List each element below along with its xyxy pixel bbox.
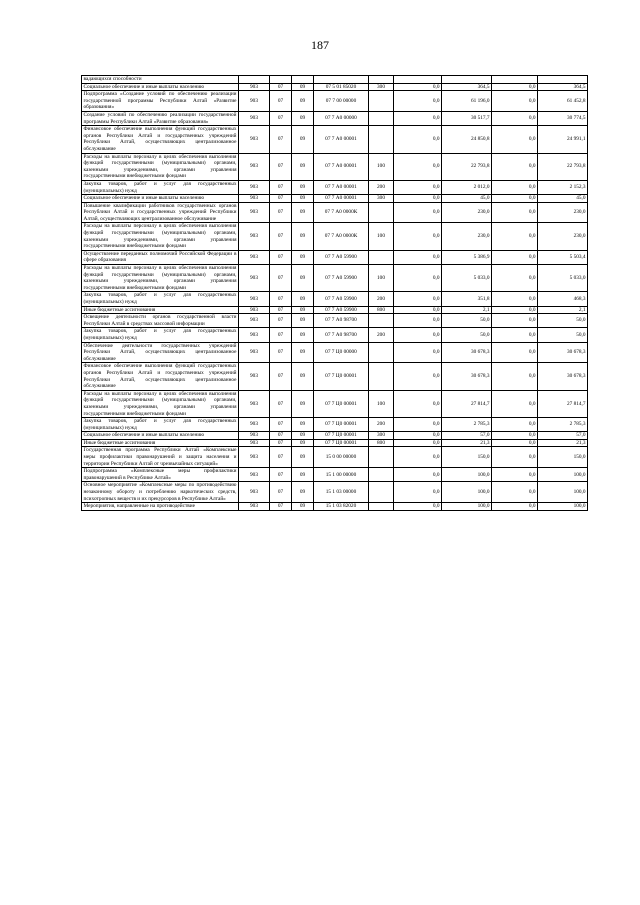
section-code: 07 [270,418,292,432]
target-item-code: 07 7 Ц0 00000 [314,342,369,363]
subsection-code [292,76,314,84]
amount-col-3: 0,0 [492,111,538,125]
admin-code: 903 [239,482,270,503]
page-number: 187 [311,38,329,52]
row-name: Подпрограмма «Комплексные меры профилактики правонарушений в Республике Алтай» [83,468,237,481]
subsection-code: 09 [292,111,314,125]
expense-type-code: 200 [369,328,394,342]
amount-col-2: 2,1 [442,306,492,314]
amount-col-3: 0,0 [492,314,538,328]
section-code: 07 [270,126,292,153]
section-code: 07 [270,363,292,390]
amount-col-4: 100,0 [538,482,588,503]
target-item-code: 07 7 А0 0000К [314,202,369,223]
amount-col-2: 21,3 [442,439,492,447]
section-code: 07 [270,83,292,91]
row-name: Создание условий по обеспечению реализации государственной программы Республики Алтай «Развитие образования» [83,111,237,125]
amount-col-3: 0,0 [492,292,538,306]
subsection-code: 09 [292,503,314,511]
amount-col-2: 2 785,3 [442,418,492,432]
admin-code: 903 [239,126,270,153]
section-code: 07 [270,180,292,194]
row-name: Расходы на выплаты персоналу в целях обеспечения выполнения функций государственными (муниципальными) органами, казенными учреждениями, органами управления государственными внебюджетными фондами [83,153,237,180]
section-code: 07 [270,439,292,447]
amount-col-2: 30 517,7 [442,111,492,125]
amount-col-3: 0,0 [492,447,538,468]
amount-col-2: 61 196,0 [442,91,492,112]
row-name: Иные бюджетные ассигнования [82,306,239,314]
amount-col-4: 230,0 [538,202,588,223]
row-name: Социальное обеспечение и иные выплаты населению [82,195,239,203]
expense-type-code [369,342,394,363]
section-code: 07 [270,503,292,511]
amount-col-1: 0,0 [394,83,442,91]
admin-code: 903 [239,439,270,447]
amount-col-3: 0,0 [492,468,538,482]
amount-col-3: 0,0 [492,482,538,503]
subsection-code: 09 [292,292,314,306]
section-code: 07 [270,153,292,180]
section-code: 07 [270,342,292,363]
table-row [82,195,588,203]
expense-type-code: 300 [369,432,394,440]
amount-col-3: 0,0 [492,195,538,203]
row-name: Финансовое обеспечение выполнения функций государственных органов Республики Алтай и государственных учреждений Республики Алтай, осуществляющих централизованное обслуживание [83,126,237,152]
row-name: Основное мероприятие «Комплексные меры по противодействию незаконному обороту и потреблению наркотических средств, психотропных веществ и их прекурсоров в Республике Алтай» [83,482,237,502]
admin-code [239,76,270,84]
amount-col-1: 0,0 [394,418,442,432]
expense-type-code: 100 [369,265,394,292]
admin-code: 903 [239,250,270,264]
row-name: Закупка товаров, работ и услуг для государственных (муниципальных) нужд [83,328,237,341]
admin-code: 903 [239,342,270,363]
amount-col-4: 230,0 [538,223,588,250]
expense-type-code: 800 [369,306,394,314]
table-row [82,223,588,250]
amount-col-3: 0,0 [492,153,538,180]
amount-col-3 [492,76,538,84]
target-item-code: 07 7 Ц0 00001 [314,363,369,390]
amount-col-3: 0,0 [492,503,538,511]
amount-col-1: 0,0 [394,306,442,314]
section-code [270,76,292,84]
amount-col-1: 0,0 [394,439,442,447]
amount-col-2: 230,0 [442,202,492,223]
amount-col-2: 100,0 [442,468,492,482]
row-name: Социальное обеспечение и иные выплаты населению [82,83,239,91]
subsection-code: 09 [292,432,314,440]
row-name: Подпрограмма «Создание условий по обеспечению реализации государственной программы Республики Алтай «Развитие образования» [83,91,237,111]
amount-col-3: 0,0 [492,250,538,264]
amount-col-1: 0,0 [394,482,442,503]
amount-col-4: 50,0 [538,328,588,342]
amount-col-1: 0,0 [394,153,442,180]
admin-code: 903 [239,390,270,417]
row-name: Повышение квалификации работников государственных органов Республики Алтай и государственных учреждений Республики Алтай, осуществляющих централизованное обслуживание [83,202,237,222]
target-item-code: 07 7 Ц0 00001 [314,390,369,417]
expense-type-code [369,111,394,125]
amount-col-4: 5 503,4 [538,250,588,264]
amount-col-4: 45,0 [538,195,588,203]
admin-code: 903 [239,503,270,511]
table-row [82,126,588,153]
table-row [82,180,588,194]
amount-col-2: 24 850,8 [442,126,492,153]
amount-col-1: 0,0 [394,328,442,342]
expense-type-code [369,76,394,84]
subsection-code: 09 [292,328,314,342]
admin-code: 903 [239,195,270,203]
expense-type-code: 300 [369,83,394,91]
amount-col-4: 30 774,5 [538,111,588,125]
table-row [82,76,588,84]
amount-col-3: 0,0 [492,180,538,194]
admin-code: 903 [239,418,270,432]
amount-col-2: 30 678,3 [442,363,492,390]
subsection-code: 09 [292,482,314,503]
section-code: 07 [270,328,292,342]
table-row [82,363,588,390]
amount-col-1: 0,0 [394,91,442,112]
amount-col-2: 22 793,8 [442,153,492,180]
subsection-code: 09 [292,390,314,417]
amount-col-3: 0,0 [492,390,538,417]
table-row [82,202,588,223]
amount-col-2: 45,0 [442,195,492,203]
subsection-code: 09 [292,439,314,447]
table-row [82,250,588,264]
amount-col-1: 0,0 [394,111,442,125]
amount-col-3: 0,0 [492,363,538,390]
amount-col-1: 0,0 [394,363,442,390]
subsection-code: 09 [292,342,314,363]
section-code: 07 [270,250,292,264]
table-row [82,503,588,511]
table-row [82,390,588,417]
amount-col-1: 0,0 [394,342,442,363]
row-name: Расходы на выплаты персоналу в целях обеспечения выполнения функций государственными (муниципальными) органами, казенными учреждениями, органами управления государственными внебюджетными фондами [83,223,237,250]
section-code: 07 [270,468,292,482]
amount-col-2: 50,0 [442,314,492,328]
section-code: 07 [270,202,292,223]
amount-col-2: 230,0 [442,223,492,250]
amount-col-4: 21,3 [538,439,588,447]
table-row [82,265,588,292]
expense-type-code [369,250,394,264]
row-name: Освещение деятельности органов государственной власти Республики Алтай в средствах массовой информации [83,314,237,327]
admin-code: 903 [239,223,270,250]
table-row [82,468,588,482]
target-item-code: 07 7 А0 0000К [314,223,369,250]
row-name: Финансовое обеспечение выполнения функций государственных органов Республики Алтай и государственных учреждений Республики Алтай, осуществляющих централизованное обслуживание [83,363,237,390]
expense-type-code: 100 [369,223,394,250]
expense-type-code [369,91,394,112]
amount-col-1: 0,0 [394,265,442,292]
section-code: 07 [270,292,292,306]
target-item-code: 07 7 А0 00001 [314,153,369,180]
table-row [82,292,588,306]
amount-col-1: 0,0 [394,314,442,328]
table-row [82,482,588,503]
section-code: 07 [270,482,292,503]
amount-col-2: 30 678,3 [442,342,492,363]
subsection-code: 09 [292,447,314,468]
subsection-code: 09 [292,265,314,292]
amount-col-3: 0,0 [492,306,538,314]
subsection-code: 09 [292,223,314,250]
amount-col-2: 57,0 [442,432,492,440]
amount-col-4: 364,5 [538,83,588,91]
expense-type-code: 200 [369,292,394,306]
amount-col-3: 0,0 [492,432,538,440]
section-code: 07 [270,314,292,328]
expense-type-code: 300 [369,195,394,203]
amount-col-2: 351,8 [442,292,492,306]
admin-code: 903 [239,447,270,468]
amount-col-1: 0,0 [394,447,442,468]
amount-col-1: 0,0 [394,195,442,203]
expense-type-code [369,468,394,482]
table-row [82,418,588,432]
section-code: 07 [270,223,292,250]
amount-col-4: 100,0 [538,503,588,511]
amount-col-4: 5 033,0 [538,265,588,292]
table-row [82,432,588,440]
amount-col-4: 100,0 [538,468,588,482]
target-item-code: 07 7 А0 59900 [314,265,369,292]
budget-table [81,75,588,511]
section-code: 07 [270,306,292,314]
amount-col-3: 0,0 [492,202,538,223]
subsection-code: 09 [292,202,314,223]
row-name: вадающихся способности [82,76,239,84]
table-row [82,153,588,180]
expense-type-code [369,126,394,153]
target-item-code: 07 7 А0 00000 [314,111,369,125]
expense-type-code [369,314,394,328]
expense-type-code: 100 [369,390,394,417]
amount-col-3: 0,0 [492,265,538,292]
amount-col-3: 0,0 [492,83,538,91]
amount-col-3: 0,0 [492,342,538,363]
admin-code: 903 [239,328,270,342]
target-item-code: 07 7 А0 00001 [314,126,369,153]
expense-type-code: 200 [369,180,394,194]
row-name: Расходы на выплаты персоналу в целях обеспечения выполнения функций государственными (муниципальными) органами, казенными учреждениями, органами управления государственными внебюджетными фондами [83,265,237,291]
target-item-code: 15 1 03 00000 [314,482,369,503]
table-row [82,342,588,363]
expense-type-code: 200 [369,418,394,432]
admin-code: 903 [239,111,270,125]
target-item-code: 07 7 Ц0 00001 [314,418,369,432]
table-row [82,306,588,314]
row-name: Государственная программа Республики Алтай «Комплексные меры профилактики правонарушений и защита населения и территории Республики Алтай от чрезвычайных ситуаций» [83,447,237,467]
admin-code: 903 [239,83,270,91]
admin-code: 903 [239,432,270,440]
target-item-code: 15 1 03 82020 [314,503,369,511]
subsection-code: 09 [292,83,314,91]
amount-col-2: 27 814,7 [442,390,492,417]
amount-col-1: 0,0 [394,432,442,440]
amount-col-1: 0,0 [394,202,442,223]
row-name: Расходы на выплаты персоналу в целях обеспечения выполнения функций государственными (муниципальными) органами, казенными учреждениями, органами управления государственными внебюджетными фондами [83,390,237,417]
section-code: 07 [270,111,292,125]
subsection-code: 09 [292,153,314,180]
target-item-code: 07 7 А0 00001 [314,195,369,203]
amount-col-4: 22 793,8 [538,153,588,180]
amount-col-1: 0,0 [394,503,442,511]
target-item-code: 07 7 Ц0 00001 [314,439,369,447]
amount-col-1: 0,0 [394,292,442,306]
amount-col-2: 50,0 [442,328,492,342]
amount-col-2: 364,5 [442,83,492,91]
amount-col-4: 2 152,3 [538,180,588,194]
target-item-code: 15 1 00 00000 [314,468,369,482]
expense-type-code [369,447,394,468]
target-item-code [314,76,369,84]
target-item-code: 07 7 00 00000 [314,91,369,112]
row-name: Закупка товаров, работ и услуг для государственных (муниципальных) нужд [83,292,237,305]
amount-col-1: 0,0 [394,126,442,153]
expense-type-code: 100 [369,153,394,180]
table-row [82,447,588,468]
amount-col-4: 50,0 [538,314,588,328]
expense-type-code [369,202,394,223]
amount-col-4: 27 814,7 [538,390,588,417]
admin-code: 903 [239,363,270,390]
subsection-code: 09 [292,250,314,264]
subsection-code: 09 [292,363,314,390]
subsection-code: 09 [292,306,314,314]
amount-col-1: 0,0 [394,223,442,250]
subsection-code: 09 [292,180,314,194]
amount-col-3: 0,0 [492,91,538,112]
section-code: 07 [270,195,292,203]
amount-col-1: 0,0 [394,468,442,482]
table-row [82,328,588,342]
amount-col-2: 2 012,0 [442,180,492,194]
target-item-code: 07 7 А0 59900 [314,292,369,306]
subsection-code: 09 [292,418,314,432]
admin-code: 903 [239,314,270,328]
row-name: Обеспечение деятельности государственных учреждений Республики Алтай, осуществляющих централизованное обслуживание [83,342,237,362]
amount-col-4: 30 678,3 [538,363,588,390]
amount-col-4: 61 452,8 [538,91,588,112]
amount-col-4 [538,76,588,84]
amount-col-2: 150,0 [442,447,492,468]
table-row [82,314,588,328]
amount-col-1: 0,0 [394,250,442,264]
target-item-code: 07 7 А0 98700 [314,328,369,342]
amount-col-2 [442,76,492,84]
amount-col-2: 100,0 [442,482,492,503]
amount-col-1: 0,0 [394,390,442,417]
row-name: Закупка товаров, работ и услуг для государственных (муниципальных) нужд [83,180,237,194]
subsection-code: 09 [292,314,314,328]
target-item-code: 07 5 01 85020 [314,83,369,91]
section-code: 07 [270,390,292,417]
section-code: 07 [270,432,292,440]
table-row [82,83,588,91]
expense-type-code: 800 [369,439,394,447]
section-code: 07 [270,265,292,292]
amount-col-3: 0,0 [492,328,538,342]
table-row [82,111,588,125]
admin-code: 903 [239,91,270,112]
target-item-code: 07 7 А0 98700 [314,314,369,328]
expense-type-code [369,503,394,511]
amount-col-4: 2,1 [538,306,588,314]
admin-code: 903 [239,265,270,292]
table-row [82,91,588,112]
amount-col-2: 5 386,9 [442,250,492,264]
amount-col-3: 0,0 [492,418,538,432]
amount-col-3: 0,0 [492,223,538,250]
expense-type-code [369,482,394,503]
admin-code: 903 [239,202,270,223]
subsection-code: 09 [292,91,314,112]
admin-code: 903 [239,468,270,482]
target-item-code: 07 7 А0 00001 [314,180,369,194]
amount-col-1 [394,76,442,84]
table-row [82,439,588,447]
row-name: Иные бюджетные ассигнования [82,439,239,447]
admin-code: 903 [239,292,270,306]
table-body [82,76,588,511]
target-item-code: 07 7 Ц0 00001 [314,432,369,440]
row-name: Социальное обеспечение и иные выплаты населению [82,432,239,440]
admin-code: 903 [239,180,270,194]
amount-col-4: 30 678,3 [538,342,588,363]
row-name: Закупка товаров, работ и услуг для государственных (муниципальных) нужд [83,418,237,431]
subsection-code: 09 [292,126,314,153]
amount-col-4: 2 785,3 [538,418,588,432]
amount-col-2: 100,0 [442,503,492,511]
admin-code: 903 [239,153,270,180]
admin-code: 903 [239,306,270,314]
subsection-code: 09 [292,468,314,482]
amount-col-4: 468,3 [538,292,588,306]
amount-col-4: 24 991,1 [538,126,588,153]
row-name: Мероприятия, направленные на противодействие [82,503,239,511]
target-item-code: 07 7 А0 59900 [314,306,369,314]
amount-col-3: 0,0 [492,439,538,447]
target-item-code: 07 7 А0 59900 [314,250,369,264]
section-code: 07 [270,91,292,112]
subsection-code: 09 [292,195,314,203]
row-name: Осуществление переданных полномочий Российской Федерации в сфере образования [83,250,237,264]
section-code: 07 [270,447,292,468]
amount-col-3: 0,0 [492,126,538,153]
amount-col-4: 150,0 [538,447,588,468]
amount-col-4: 57,0 [538,432,588,440]
amount-col-1: 0,0 [394,180,442,194]
expense-type-code [369,363,394,390]
target-item-code: 15 0 00 00000 [314,447,369,468]
amount-col-2: 5 033,0 [442,265,492,292]
